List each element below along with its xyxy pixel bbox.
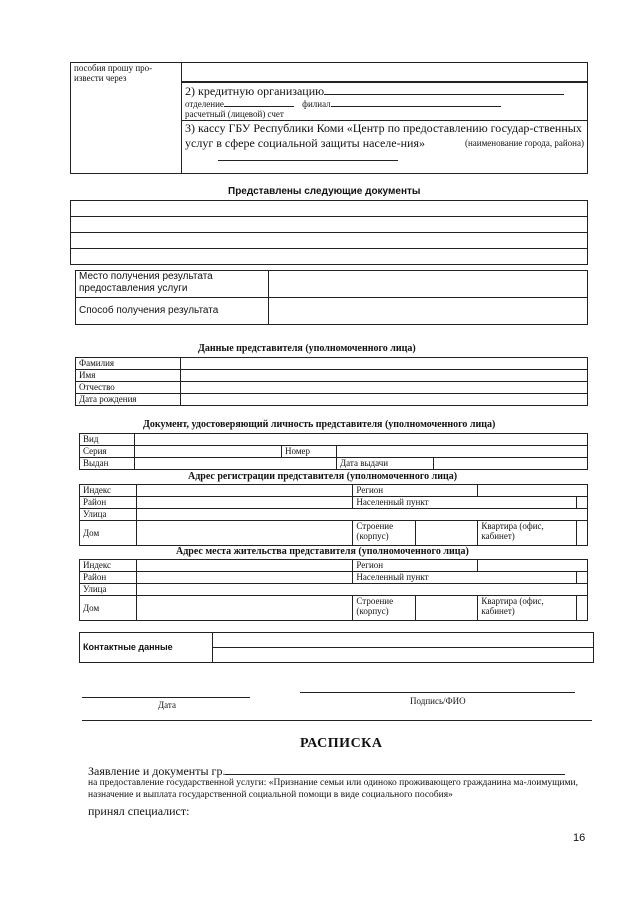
patronymic-field[interactable]	[181, 382, 588, 394]
reg-address-title: Адрес регистрации представителя (уполномоченного лица)	[188, 471, 458, 482]
date-label: Дата	[158, 700, 176, 710]
payment-table	[70, 62, 588, 174]
reg-house-field[interactable]	[137, 521, 353, 546]
reg-street-label: Улица	[80, 509, 137, 521]
res-apartment-field[interactable]	[577, 596, 588, 621]
branch-label: отделение	[185, 98, 224, 109]
res-district-label: Район	[80, 572, 137, 584]
representative-table	[75, 357, 588, 406]
surname-field[interactable]	[181, 358, 588, 370]
reg-index-label: Индекс	[80, 485, 137, 497]
doc-row[interactable]	[71, 217, 588, 233]
identity-table	[79, 433, 588, 470]
res-apartment-label: Квартира (офис, кабинет)	[478, 596, 577, 621]
surname-label: Фамилия	[76, 358, 181, 370]
res-locality-label: Населенный пункт	[353, 572, 577, 584]
reg-region-field[interactable]	[478, 485, 588, 497]
separator-line	[82, 720, 592, 721]
result-place-label: Место получения результата предоставления услуги	[76, 271, 269, 298]
contacts-table	[79, 632, 594, 663]
payment-option1-row	[182, 63, 588, 83]
doc-type-field[interactable]	[135, 434, 588, 446]
documents-table	[70, 200, 588, 265]
res-address-title: Адрес места жительства представителя (уполномоченного лица)	[176, 546, 469, 557]
reg-index-field[interactable]	[137, 485, 353, 497]
receipt-title: РАСПИСКА	[300, 736, 383, 751]
option3-fill-line[interactable]	[218, 160, 398, 161]
res-district-field[interactable]	[137, 572, 353, 584]
payment-option2	[182, 82, 588, 120]
signature-line[interactable]	[300, 692, 575, 693]
signature-label: Подпись/ФИО	[410, 696, 466, 706]
doc-row[interactable]	[71, 249, 588, 265]
reg-locality-field[interactable]	[577, 497, 588, 509]
account-label: расчетный (лицевой) счет	[185, 109, 284, 120]
reg-building-label: Строение (корпус)	[353, 521, 416, 546]
reg-building-field[interactable]	[416, 521, 478, 546]
receipt-applicant-line	[88, 764, 565, 779]
credit-org-field[interactable]	[324, 94, 564, 95]
name-label: Имя	[76, 370, 181, 382]
receipt-line2: на предоставление государственной услуги: «Признание семьи или одиноко проживающего гражданина ма-лоимущими, назначение и выплата государственной социальной помощи в виде социального пособия»	[88, 778, 578, 800]
issued-field[interactable]	[135, 458, 337, 470]
payment-left-label: пособия прошу про-извести через	[71, 63, 182, 174]
option3-note: (наименование города, района)	[464, 137, 584, 148]
doc-type-label: Вид	[80, 434, 135, 446]
branch-field[interactable]	[224, 106, 294, 107]
res-street-field[interactable]	[137, 584, 588, 596]
name-field[interactable]	[181, 370, 588, 382]
res-index-field[interactable]	[137, 560, 353, 572]
contacts-label: Контактные данные	[80, 633, 213, 663]
series-field[interactable]	[135, 446, 282, 458]
res-house-label: Дом	[80, 596, 137, 621]
doc-row[interactable]	[71, 233, 588, 249]
contacts-field[interactable]	[213, 633, 594, 648]
contacts-field[interactable]	[213, 648, 594, 663]
birthdate-field[interactable]	[181, 394, 588, 406]
filial-field[interactable]	[331, 106, 501, 107]
issue-date-label: Дата выдачи	[337, 458, 434, 470]
result-method-label: Способ получения результата	[76, 298, 269, 325]
series-label: Серия	[80, 446, 135, 458]
payment-option3	[182, 120, 588, 173]
res-index-label: Индекс	[80, 560, 137, 572]
result-method-field[interactable]	[269, 298, 588, 325]
res-locality-field[interactable]	[577, 572, 588, 584]
issue-date-field[interactable]	[434, 458, 588, 470]
applicant-name-field[interactable]	[225, 774, 565, 775]
reg-region-label: Регион	[353, 485, 478, 497]
res-building-label: Строение (корпус)	[353, 596, 416, 621]
result-place-field[interactable]	[269, 271, 588, 298]
res-house-field[interactable]	[137, 596, 353, 621]
option3-text: 3) кассу ГБУ Республики Коми «Центр по предоставлению государ-ственных услуг в сфере социальной защиты населе-ния»	[185, 120, 582, 151]
reg-locality-label: Населенный пункт	[353, 497, 577, 509]
identity-title: Документ, удостоверяющий личность представителя (уполномоченного лица)	[143, 419, 496, 430]
number-field[interactable]	[337, 446, 588, 458]
reg-apartment-field[interactable]	[577, 521, 588, 546]
reg-address-table	[79, 484, 588, 546]
date-line[interactable]	[82, 697, 250, 698]
patronymic-label: Отчество	[76, 382, 181, 394]
res-building-field[interactable]	[416, 596, 478, 621]
reg-street-field[interactable]	[137, 509, 588, 521]
reg-district-label: Район	[80, 497, 137, 509]
reg-district-field[interactable]	[137, 497, 353, 509]
representative-title: Данные представителя (уполномоченного лица)	[198, 343, 416, 354]
receipt-line3: принял специалист:	[88, 804, 190, 818]
res-region-field[interactable]	[478, 560, 588, 572]
birthdate-label: Дата рождения	[76, 394, 181, 406]
filial-label: филиал	[302, 98, 331, 109]
res-street-label: Улица	[80, 584, 137, 596]
receipt-line1: Заявление и документы гр.	[88, 764, 226, 778]
documents-title: Представлены следующие документы	[228, 186, 421, 197]
issued-label: Выдан	[80, 458, 135, 470]
page-number: 16	[573, 832, 586, 844]
reg-house-label: Дом	[80, 521, 137, 546]
doc-row[interactable]	[71, 201, 588, 217]
reg-apartment-label: Квартира (офис, кабинет)	[478, 521, 577, 546]
res-region-label: Регион	[353, 560, 478, 572]
credit-org-label: 2) кредитную организацию	[185, 84, 325, 99]
result-table	[75, 270, 588, 325]
res-address-table	[79, 559, 588, 621]
number-label: Номер	[282, 446, 337, 458]
